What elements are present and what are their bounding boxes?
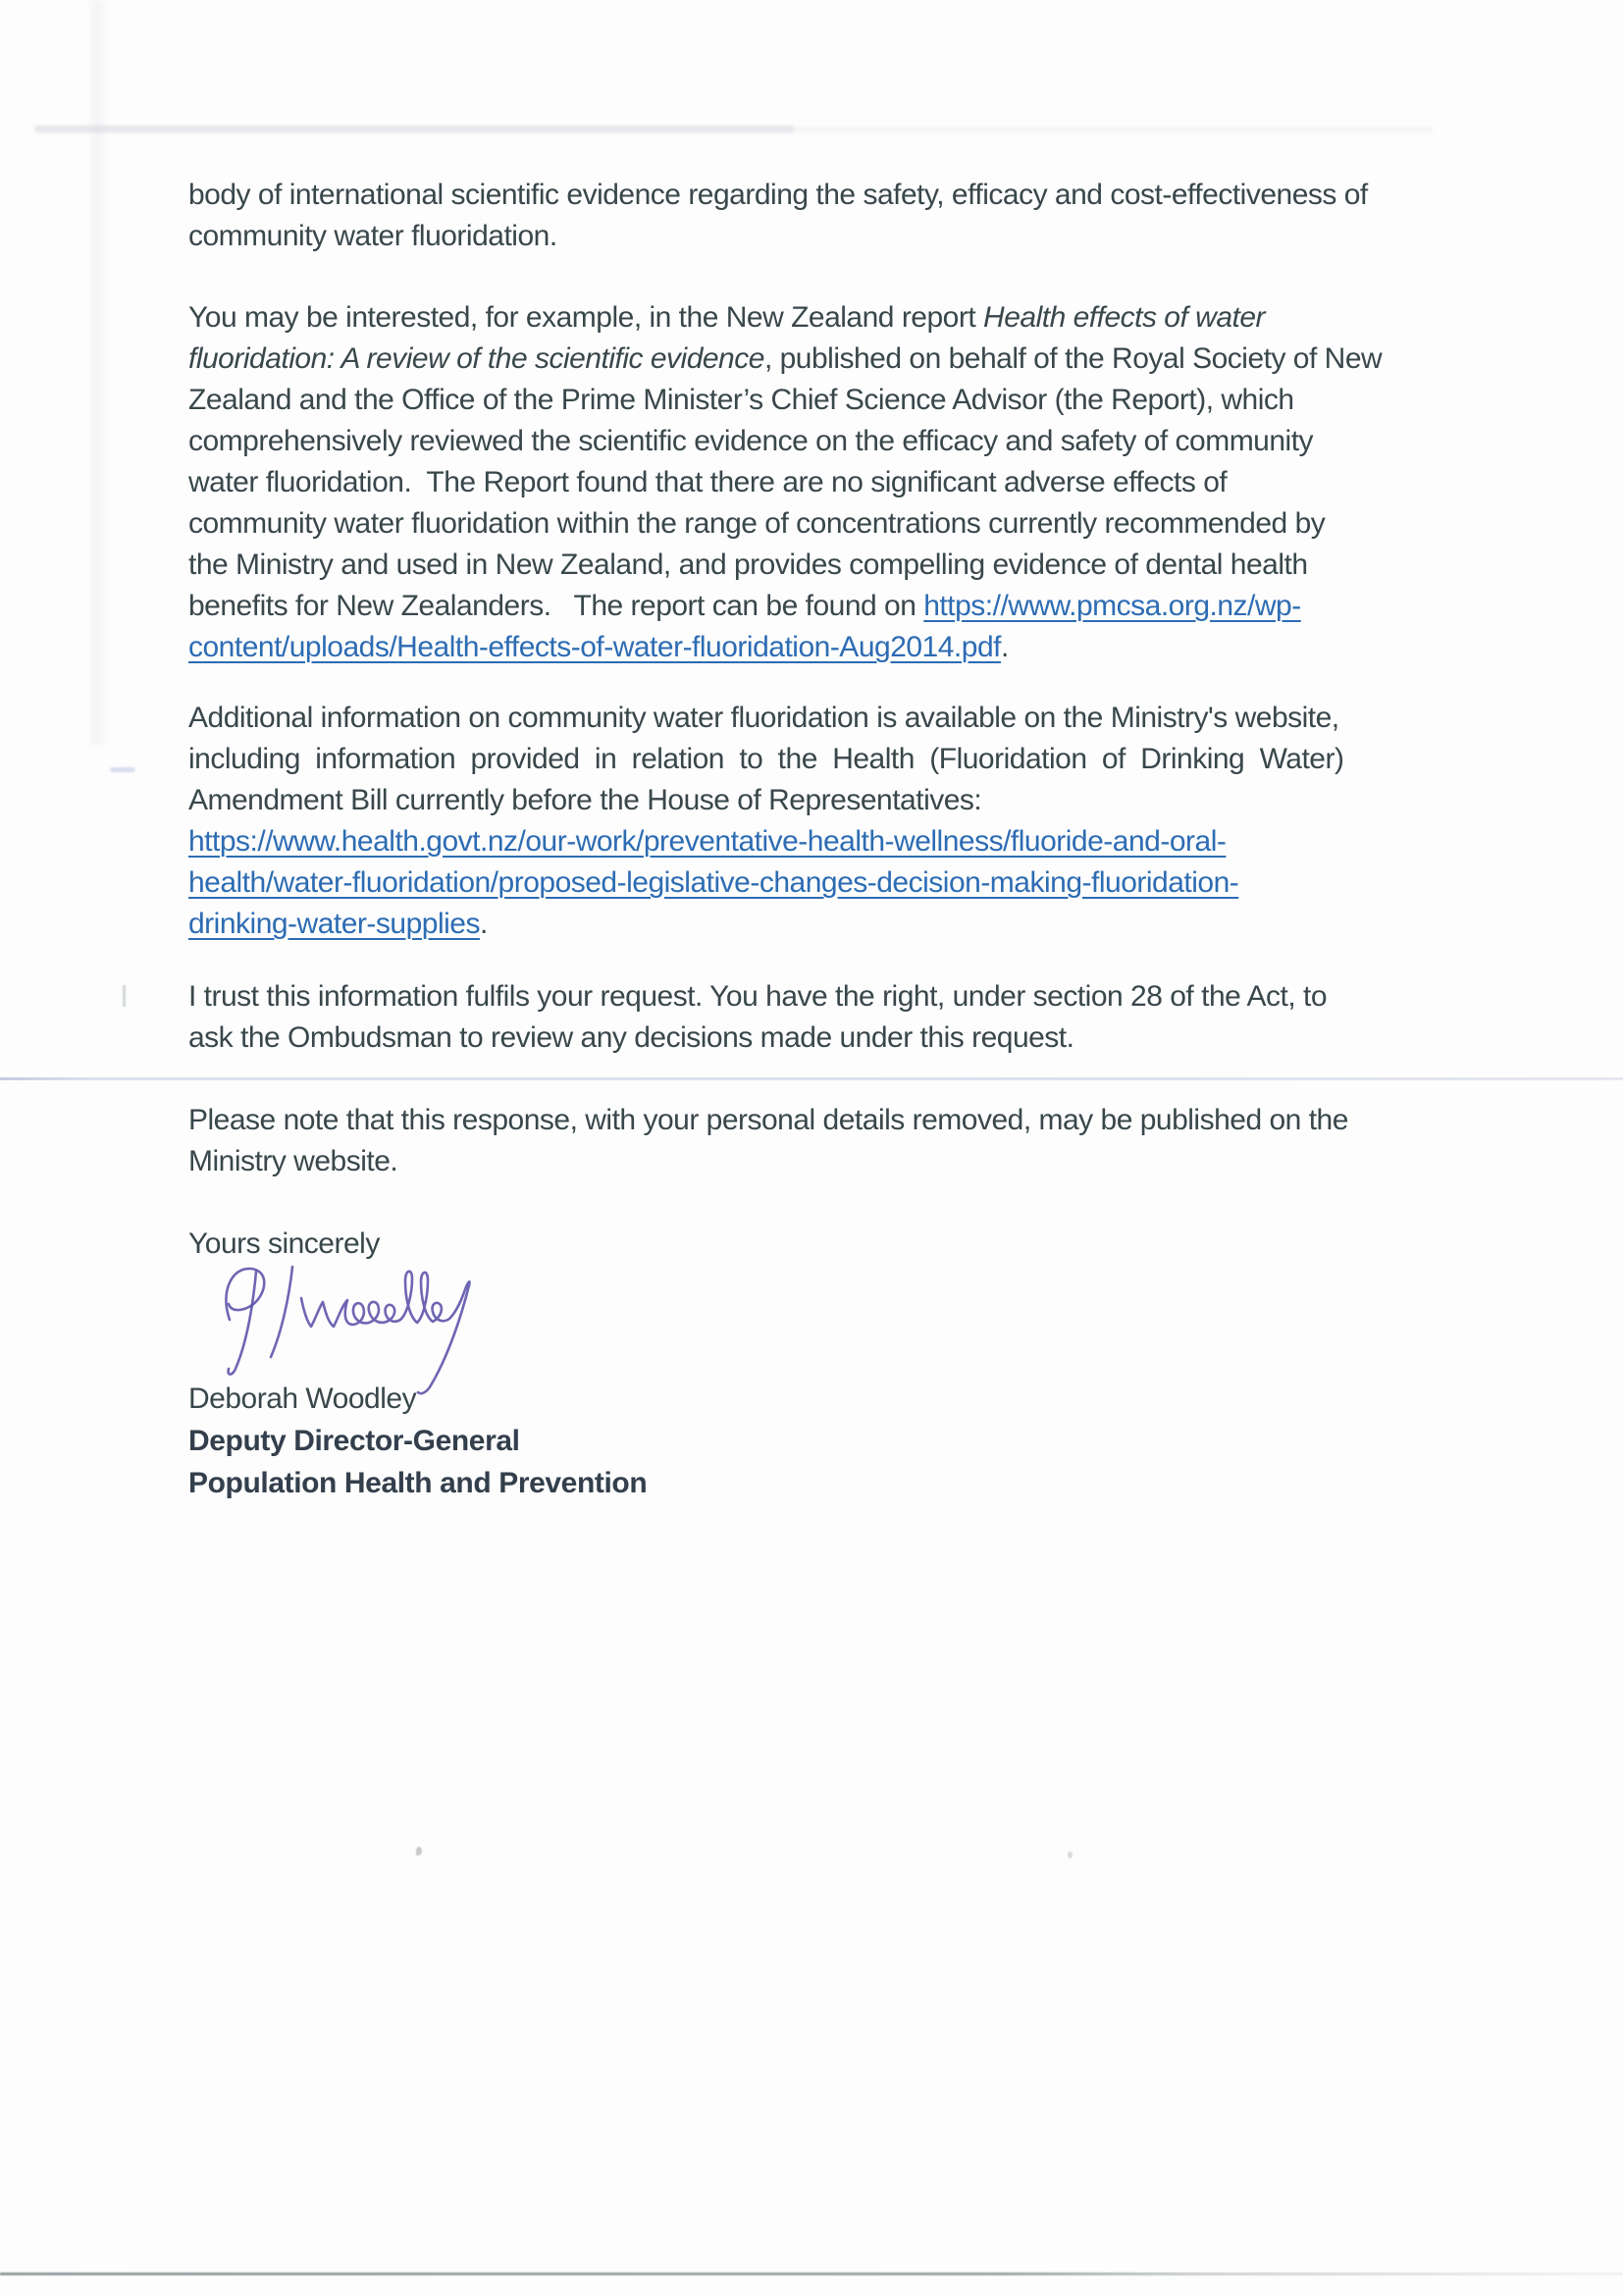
scan-line-middle bbox=[0, 1077, 1623, 1080]
text-line: Deputy Director-General bbox=[188, 1425, 520, 1457]
text-line: community water fluoridation within the range of concentrations currently recommended by bbox=[188, 507, 1326, 540]
text-line: community water fluoridation. bbox=[188, 220, 557, 252]
report-title-italic: Health effects of water bbox=[983, 301, 1266, 334]
text-segment: . bbox=[479, 908, 488, 940]
text-line: body of international scientific evidence regarding the safety, efficacy and cost-effectiveness of bbox=[188, 179, 1368, 211]
text-line: Amendment Bill currently before the House of Representatives: bbox=[188, 784, 982, 816]
scan-line-bottom-edge bbox=[0, 2272, 1623, 2275]
text-segment: , published on behalf of the Royal Society of New bbox=[763, 342, 1383, 375]
signature-stroke-d-descender bbox=[229, 1272, 256, 1375]
text-segment: You may be interested, for example, in the New Zealand report bbox=[188, 301, 984, 334]
text-segment: benefits for New Zealanders. The report can be found on bbox=[188, 590, 924, 622]
signatory-title bbox=[188, 1421, 1493, 1462]
paragraph-ministry-website bbox=[188, 698, 1493, 945]
paragraph-nz-report bbox=[188, 297, 1493, 668]
text-line: the Ministry and used in New Zealand, and provides compelling evidence of dental health bbox=[188, 548, 1308, 581]
text-line: Population Health and Prevention bbox=[188, 1467, 648, 1499]
paragraph-ombudsman-rights bbox=[188, 976, 1493, 1059]
text-line bbox=[188, 862, 1493, 904]
text-line: Ministry website. bbox=[188, 1145, 398, 1177]
scan-dash-left-margin bbox=[110, 767, 135, 772]
link-health-govt-fluoridation[interactable]: health/water-fluoridation/proposed-legislative-changes-decision-making-fluoridation- bbox=[188, 866, 1239, 899]
text-line bbox=[188, 821, 1493, 862]
link-health-govt-fluoridation[interactable]: drinking-water-supplies bbox=[188, 908, 480, 940]
text-line: Please note that this response, with your personal details removed, may be published on the bbox=[188, 1104, 1348, 1136]
signatory-department bbox=[188, 1463, 1493, 1504]
text-line bbox=[188, 904, 1493, 945]
text-line: I trust this information fulfils your request. You have the right, under section 28 of the Act, to bbox=[188, 980, 1328, 1013]
scan-speck bbox=[1068, 1852, 1073, 1858]
scan-smudge-top bbox=[34, 126, 795, 132]
paragraph-publication-note bbox=[188, 1100, 1493, 1182]
scan-speck bbox=[416, 1847, 422, 1855]
text-line: comprehensively reviewed the scientific evidence on the efficacy and safety of community bbox=[188, 425, 1314, 457]
text-line: Zealand and the Office of the Prime Minister’s Chief Science Advisor (the Report), which bbox=[188, 384, 1294, 416]
scan-streak-left bbox=[90, 0, 104, 746]
text-line: ask the Ombudsman to review any decisions made under this request. bbox=[188, 1021, 1074, 1054]
link-health-govt-fluoridation[interactable]: https://www.health.govt.nz/our-work/preventative-health-wellness/fluoride-and-oral- bbox=[188, 825, 1227, 858]
paragraph-evidence-summary bbox=[188, 175, 1493, 257]
signatory-name bbox=[188, 1379, 1493, 1420]
text-line: Yours sincerely bbox=[188, 1227, 380, 1260]
text-line: Deborah Woodley bbox=[188, 1383, 417, 1415]
text-line bbox=[188, 339, 1493, 380]
text-line bbox=[188, 627, 1493, 668]
text-line: water fluoridation. The Report found that there are no significant adverse effects of bbox=[188, 466, 1228, 498]
text-line: Additional information on community water fluoridation is available on the Ministry's website, bbox=[188, 702, 1339, 734]
signature-stroke-d-loop bbox=[226, 1269, 264, 1320]
text-line: including information provided in relation to the Health (Fluoridation of Drinking Water) bbox=[188, 743, 1344, 775]
link-pmcsa-report[interactable]: https://www.pmcsa.org.nz/wp- bbox=[923, 590, 1301, 622]
scan-smudge-top-faint bbox=[795, 127, 1433, 132]
signature-stroke-flourish bbox=[271, 1267, 292, 1357]
text-line bbox=[188, 297, 1493, 339]
report-title-italic: fluoridation: A review of the scientific evidence bbox=[188, 342, 764, 375]
text-segment: . bbox=[1000, 631, 1009, 663]
link-pmcsa-report[interactable]: content/uploads/Health-effects-of-water-fluoridation-Aug2014.pdf bbox=[188, 631, 1001, 663]
scan-tick-left-margin bbox=[123, 985, 126, 1007]
text-line bbox=[188, 586, 1493, 627]
signature-stroke-woodley bbox=[301, 1272, 470, 1393]
